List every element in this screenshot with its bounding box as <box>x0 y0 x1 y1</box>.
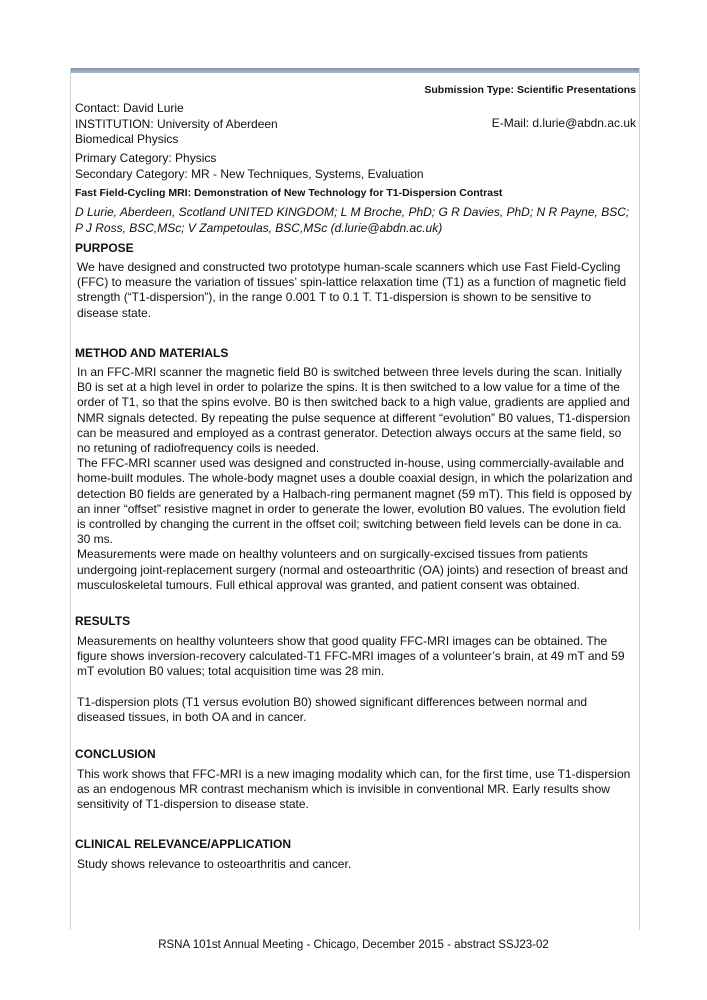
purpose-heading: PURPOSE <box>75 241 134 255</box>
clinical-body <box>77 857 635 872</box>
methods-paragraph-3: Measurements were made on healthy volunteers and on surgically-excised tissues from patients undergoing joint-replacement surgery (normal and osteoarthritic (OA) joints) and resection of breast and musculoskeletal tumours. Full ethical approval was granted, and patient consent was obtained. <box>77 547 628 592</box>
methods-heading: METHOD AND MATERIALS <box>75 346 229 360</box>
secondary-category: Secondary Category: MR - New Techniques, Systems, Evaluation <box>75 166 424 181</box>
conclusion-heading: CONCLUSION <box>75 747 156 761</box>
categories-block <box>75 151 424 182</box>
methods-paragraph-1: In an FFC-MRI scanner the magnetic field B0 is switched between three levels during the scan. Initially B0 is set at a high level in order to polarize the spins. It is then switched to a low value for a time of the order of T1, so that the spins evolve. B0 is then switched back to a high value, gradients are applied and NMR signals detected. By repeating the pulse sequence at different “evolution” B0 values, T1-dispersion can be measured and employed as a contrast generator. Detection always occurs at the same field, so no retuning of radiofrequency coils is needed. <box>77 365 631 456</box>
conclusion-paragraph: This work shows that FFC-MRI is a new imaging modality which can, for the first time, use T1-dispersion as an endogenous MR contrast mechanism which is invisible in conventional MR. Early results show sensitivity of T1-dispersion to disease state. <box>77 767 631 812</box>
contact-block <box>75 101 278 148</box>
conclusion-body <box>77 767 635 813</box>
methods-body <box>77 365 635 593</box>
results-paragraph-1: Measurements on healthy volunteers show that good quality FFC-MRI images can be obtained. The figure shows inversion-recovery calculated-T1 FFC-MRI images of a volunteer’s brain, at 49 mT and 59 mT evolution B0 values; total acquisition time was 28 min. <box>77 634 625 679</box>
contact-department: Biomedical Physics <box>75 132 179 146</box>
methods-paragraph-2: The FFC-MRI scanner used was designed and constructed in-house, using commercially-available and home-built modules. The whole-body magnet uses a double coaxial design, in which the polarization and detection B0 fields are generated by a Halbach-ring permanent magnet (59 mT). This field is opposed by an inner “offset” resistive magnet in order to generate the lower, evolution B0 values. The evolution field is controlled by changing the current in the offset coil; switching between field levels can be done in ca. 30 ms. <box>77 456 633 547</box>
clinical-heading: CLINICAL RELEVANCE/APPLICATION <box>75 837 292 851</box>
abstract-authors: D Lurie, Aberdeen, Scotland UNITED KINGDOM; L M Broche, PhD; G R Davies, PhD; N R Payne, BSC; P J Ross, BSC,MSc; V Zampetoulas, BSC,MSc (d.lurie@abdn.ac.uk) <box>75 205 630 235</box>
primary-category: Primary Category: Physics <box>75 151 217 165</box>
contact-email: E-Mail: d.lurie@abdn.ac.uk <box>491 116 636 130</box>
submission-type: Submission Type: Scientific Presentations <box>424 84 636 96</box>
abstract-title: Fast Field-Cycling MRI: Demonstration of New Technology for T1-Dispersion Contrast <box>75 187 503 199</box>
results-heading: RESULTS <box>75 614 131 628</box>
purpose-body <box>77 260 635 321</box>
contact-name: Contact: David Lurie <box>75 101 184 115</box>
results-paragraph-2: T1-dispersion plots (T1 versus evolution B0) showed significant differences between normal and diseased tissues, in both OA and in cancer. <box>77 694 588 724</box>
page-footer: RSNA 101st Annual Meeting - Chicago, December 2015 - abstract SSJ23-02 <box>158 939 549 951</box>
purpose-paragraph: We have designed and constructed two prototype human-scale scanners which use Fast Field-Cycling (FFC) to measure the variation of tissues’ spin-lattice relaxation time (T1) as a function of magnetic field strength (“T1-dispersion”), in the range 0.001 T to 0.1 T. T1-dispersion is shown to be sensitive to disease state. <box>77 260 627 320</box>
results-body <box>77 634 635 725</box>
clinical-paragraph: Study shows relevance to osteoarthritis and cancer. <box>77 857 352 871</box>
contact-institution: INSTITUTION: University of Aberdeen <box>75 116 278 131</box>
